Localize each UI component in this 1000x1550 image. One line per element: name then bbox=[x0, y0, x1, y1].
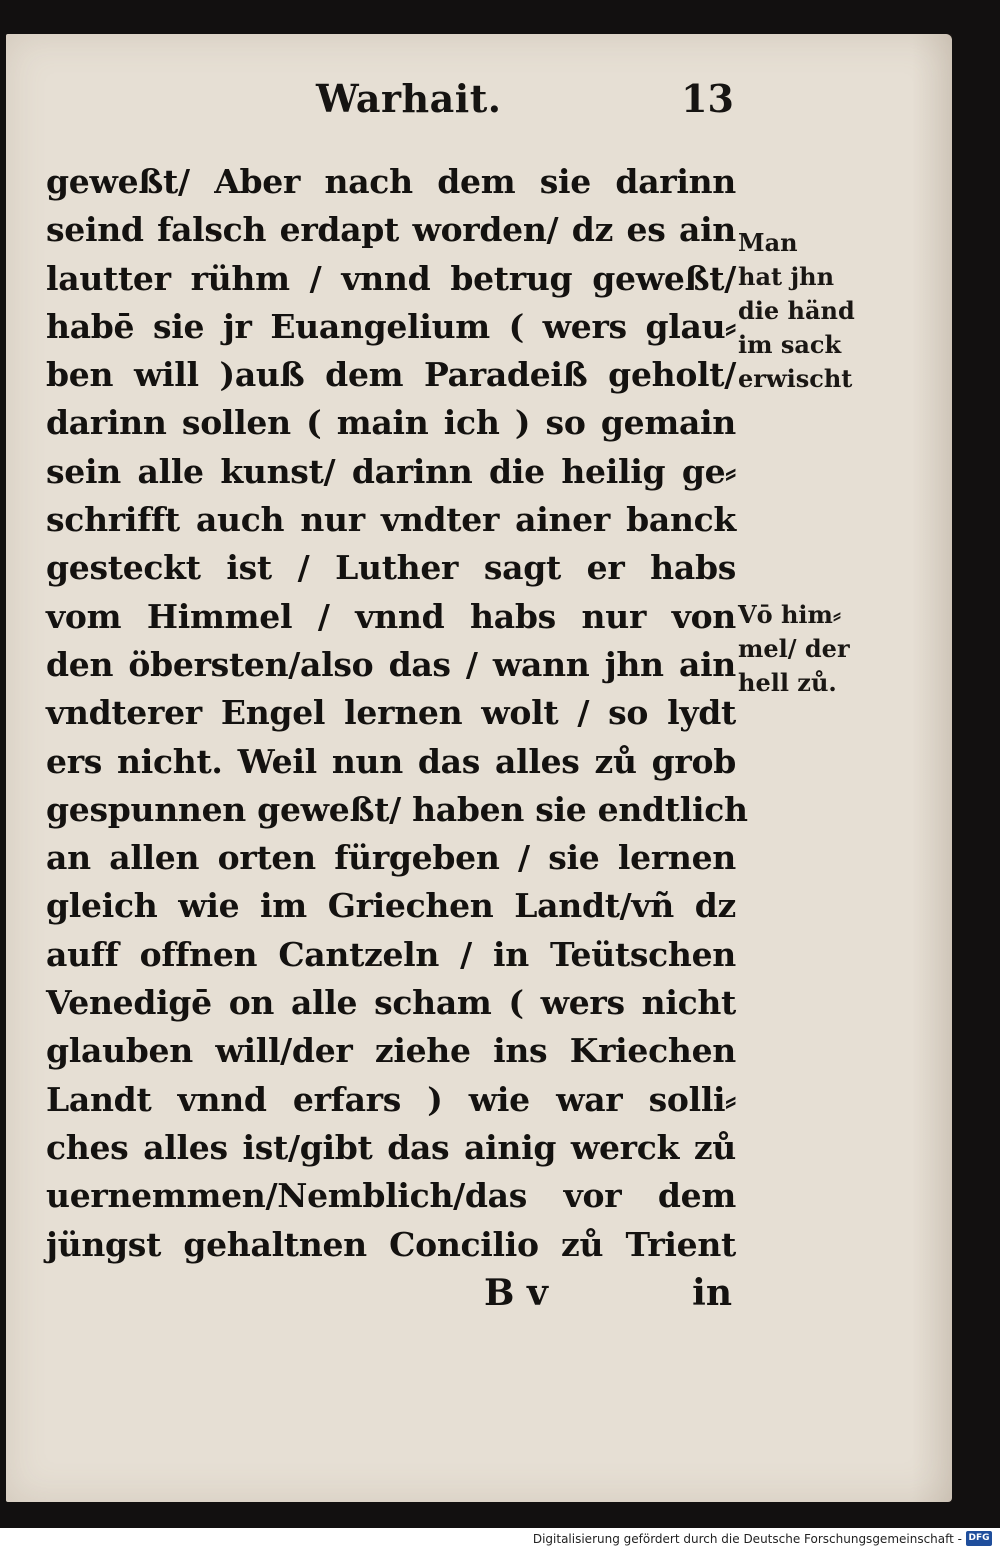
margin-note-line: hat jhn bbox=[738, 262, 835, 291]
page-number: 13 bbox=[681, 76, 734, 121]
text-line: Venedigē on alle scham ( wers nicht bbox=[46, 983, 736, 1023]
text-line: gleich wie im Griechen Landt/vñ dz bbox=[46, 886, 736, 926]
text-line: Landt vnnd erfars ) wie war solli⸗ bbox=[46, 1079, 736, 1119]
funding-credit: Digitalisierung gefördert durch die Deutsche Forschungsgemeinschaft - bbox=[532, 1532, 962, 1546]
signature-mark: B v bbox=[484, 1272, 548, 1314]
text-line: seind falsch erdapt worden/ dz es ain bbox=[46, 210, 736, 250]
page-header bbox=[46, 68, 736, 128]
text-line: ches alles ist/gibt das ainig werck zů bbox=[46, 1127, 736, 1167]
page-footer-marks bbox=[46, 1272, 736, 1322]
text-line: lautter rühm / vnnd betrug geweßt/ bbox=[46, 258, 736, 298]
margin-note-line: die händ bbox=[738, 296, 855, 325]
text-line: den öbersten/also das / wann jhn ain bbox=[46, 644, 736, 684]
text-line: an allen orten fürgeben / sie lernen bbox=[46, 838, 736, 878]
margin-note-line: im sack bbox=[738, 330, 842, 359]
margin-note-line: erwischt bbox=[738, 364, 853, 393]
text-line: vndterer Engel lernen wolt / so lydt bbox=[46, 693, 736, 733]
digitization-footer bbox=[0, 1528, 1000, 1550]
margin-note-line: mel/ der bbox=[738, 634, 850, 663]
text-line: gesteckt ist / Luther sagt er habs bbox=[46, 548, 736, 588]
text-line: auff offnen Cantzeln / in Teütschen bbox=[46, 934, 736, 974]
running-head: Warhait. bbox=[316, 76, 502, 121]
text-line: jüngst gehaltnen Concilio zů Trient bbox=[46, 1224, 736, 1264]
text-line: gespunnen geweßt/ haben sie endtlich bbox=[46, 789, 748, 829]
text-line: vom Himmel / vnnd habs nur von bbox=[46, 596, 736, 636]
text-line: geweßt/ Aber nach dem sie darinn bbox=[46, 162, 736, 201]
margin-note-line: hell zů. bbox=[738, 668, 837, 697]
text-line: uernemmen/Nemblich/das vor dem bbox=[46, 1176, 736, 1216]
text-line: sein alle kunst/ darinn die heilig ge⸗ bbox=[46, 451, 736, 491]
text-line: darinn sollen ( main ich ) so gemain bbox=[46, 403, 736, 443]
text-line: ers nicht. Weil nun das alles zů grob bbox=[46, 741, 736, 781]
text-line: schrifft auch nur vndter ainer banck bbox=[46, 500, 736, 540]
margin-note bbox=[738, 226, 868, 396]
margin-note-line: Vō him⸗ bbox=[738, 600, 841, 629]
catchword: in bbox=[692, 1272, 732, 1314]
text-line: glauben will/der ziehe ins Kriechen bbox=[46, 1031, 736, 1071]
text-line: habē sie jr Euangelium ( wers glau⸗ bbox=[46, 306, 736, 346]
text-line: ben will )auß dem Paradeiß geholt/ bbox=[46, 355, 736, 395]
body-text bbox=[46, 158, 748, 1269]
dfg-logo-icon: DFG bbox=[966, 1531, 992, 1546]
margin-note-line: Man bbox=[738, 228, 798, 257]
margin-note bbox=[738, 598, 868, 700]
